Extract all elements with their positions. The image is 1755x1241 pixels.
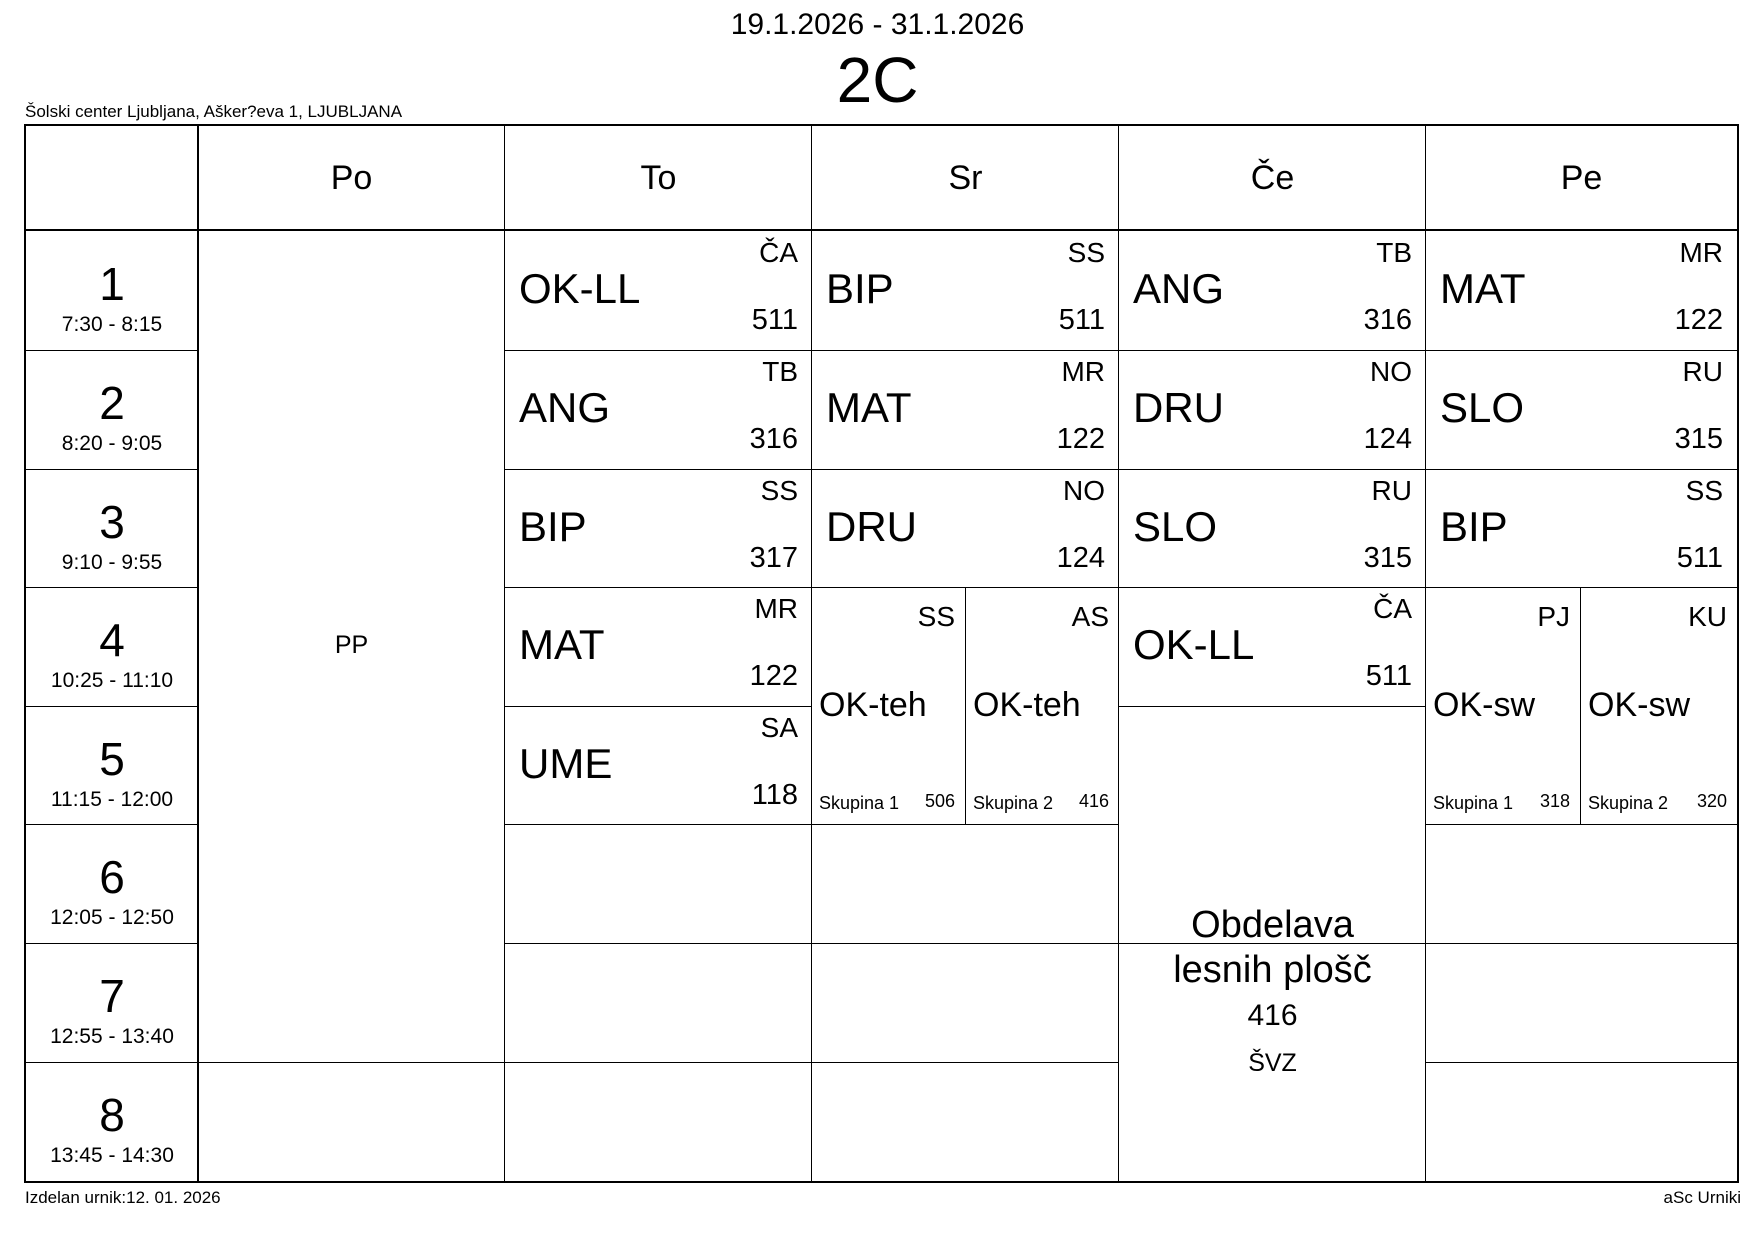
day-header-po: Po xyxy=(330,158,373,197)
period-3 xyxy=(26,469,198,587)
period-1 xyxy=(26,231,198,350)
lesson-teacher: SS xyxy=(1067,237,1105,268)
grid-line xyxy=(812,1062,1119,1063)
lesson-room: 315 xyxy=(1674,423,1723,455)
grid-line xyxy=(1426,824,1737,825)
lesson-cell xyxy=(1426,231,1737,350)
lesson-subject: DRU xyxy=(826,503,917,550)
lesson-room: 122 xyxy=(1056,423,1105,455)
lesson-subject: UME xyxy=(519,740,613,787)
lesson-group: Skupina 2 xyxy=(973,793,1054,813)
lesson-subject: OK-LL xyxy=(1133,621,1255,668)
period-time: 10:25 - 11:10 xyxy=(50,669,174,692)
grid-line xyxy=(1426,1062,1737,1063)
period-number: 3 xyxy=(99,496,125,548)
lesson-teacher: MR xyxy=(1061,356,1105,387)
lesson-teacher: SS xyxy=(1685,475,1723,506)
lesson-subject: OK-sw xyxy=(1588,686,1690,724)
grid-line xyxy=(505,943,812,944)
lesson-room: 122 xyxy=(749,660,798,692)
period-number: 8 xyxy=(99,1089,125,1141)
lesson-teacher: MR xyxy=(1679,237,1723,268)
period-2 xyxy=(26,350,198,469)
lesson-subject: BIP xyxy=(519,503,587,550)
lesson-cell xyxy=(505,231,812,350)
lesson-group: Skupina 1 xyxy=(819,793,900,813)
lesson-cell xyxy=(812,350,1119,469)
split-lesson-cell xyxy=(812,587,965,824)
school-name: Šolski center Ljubljana, Ašker?eva 1, LJUBLJANA xyxy=(25,102,403,121)
lesson-subject: Obdelava xyxy=(1191,904,1354,946)
lesson-cell xyxy=(1119,350,1426,469)
lesson-subject: lesnih plošč xyxy=(1173,949,1372,991)
lesson-subject: MAT xyxy=(826,384,912,431)
lesson-room: 511 xyxy=(751,304,798,336)
day-header-ce: Če xyxy=(1250,158,1295,197)
period-6 xyxy=(26,824,198,943)
period-time: 7:30 - 8:15 xyxy=(61,313,163,336)
lesson-cell xyxy=(505,469,812,587)
period-5 xyxy=(26,706,198,824)
lesson-group: Skupina 1 xyxy=(1433,793,1514,813)
lesson-room: 118 xyxy=(751,779,798,811)
lesson-room: 124 xyxy=(1056,542,1105,574)
period-8 xyxy=(26,1062,198,1181)
lesson-teacher: TB xyxy=(762,356,798,387)
day-header-sr: Sr xyxy=(948,158,983,197)
lesson-subject: BIP xyxy=(826,265,894,312)
period-4 xyxy=(26,587,198,706)
lesson-subject: SLO xyxy=(1133,503,1218,550)
lesson-room: 124 xyxy=(1363,423,1412,455)
lesson-room: 416 xyxy=(1078,791,1109,811)
lesson-subject: MAT xyxy=(519,621,605,668)
lesson-cell xyxy=(505,587,812,706)
lesson-room: 320 xyxy=(1696,791,1727,811)
lesson-room: 511 xyxy=(1365,660,1412,692)
lesson-teacher: AS xyxy=(1071,601,1109,632)
lesson-room: 122 xyxy=(1674,304,1723,336)
period-number: 5 xyxy=(99,733,125,785)
lesson-teacher: RU xyxy=(1682,356,1723,387)
lesson-room: 316 xyxy=(1363,304,1412,336)
lesson-cell xyxy=(1119,587,1426,706)
lesson-teacher: ČA xyxy=(759,237,798,268)
lesson-cell xyxy=(505,350,812,469)
lesson-subject: SLO xyxy=(1440,384,1525,431)
split-lesson-cell xyxy=(1426,587,1580,824)
date-range: 19.1.2026 - 31.1.2026 xyxy=(730,8,1025,41)
timetable-grid xyxy=(24,124,1739,1183)
lesson-room: 315 xyxy=(1363,542,1412,574)
period-time: 13:45 - 14:30 xyxy=(50,1144,174,1167)
lesson-teacher: RU xyxy=(1371,475,1412,506)
lesson-room: 416 xyxy=(1247,999,1298,1032)
lesson-teacher: PJ xyxy=(1537,601,1570,632)
grid-line xyxy=(1426,943,1737,944)
period-number: 6 xyxy=(99,851,125,903)
day-header-pe: Pe xyxy=(1560,158,1603,197)
lesson-teacher: KU xyxy=(1688,601,1727,632)
lesson-cell xyxy=(1119,231,1426,350)
period-time: 12:05 - 12:50 xyxy=(50,906,174,929)
lesson-teacher: SA xyxy=(760,712,798,743)
period-time: 12:55 - 13:40 xyxy=(50,1025,174,1048)
thursday-block-label: ŠVZ xyxy=(1248,1049,1297,1077)
lesson-subject: OK-teh xyxy=(973,686,1081,724)
period-time: 11:15 - 12:00 xyxy=(50,788,174,811)
lesson-teacher: NO xyxy=(1063,475,1105,506)
lesson-teacher: TB xyxy=(1376,237,1412,268)
lesson-teacher: NO xyxy=(1370,356,1412,387)
lesson-subject: OK-LL xyxy=(519,265,641,312)
lesson-subject: MAT xyxy=(1440,265,1526,312)
lesson-cell xyxy=(1119,469,1426,587)
lesson-room: 318 xyxy=(1539,791,1570,811)
lesson-room: 511 xyxy=(1676,542,1723,574)
lesson-subject: ANG xyxy=(519,384,611,431)
lesson-subject: DRU xyxy=(1133,384,1224,431)
period-number: 4 xyxy=(99,614,125,666)
grid-line xyxy=(198,1062,505,1063)
block-lesson-cell xyxy=(1119,706,1426,1032)
grid-line xyxy=(505,824,812,825)
lesson-subject: ANG xyxy=(1133,265,1225,312)
lesson-group: Skupina 2 xyxy=(1588,793,1669,813)
period-number: 2 xyxy=(99,377,125,429)
software-credit: aSc Urniki xyxy=(1663,1188,1741,1207)
grid-line xyxy=(812,943,1119,944)
lesson-room: 511 xyxy=(1058,304,1105,336)
lesson-teacher: ČA xyxy=(1373,593,1412,624)
monday-block-label: PP xyxy=(334,631,369,659)
lesson-cell xyxy=(812,469,1119,587)
lesson-subject: OK-teh xyxy=(819,686,927,724)
lesson-cell xyxy=(812,231,1119,350)
lesson-cell xyxy=(505,706,812,824)
lesson-cell xyxy=(1426,469,1737,587)
lesson-room: 317 xyxy=(749,542,798,574)
period-number: 7 xyxy=(99,970,125,1022)
split-lesson-cell xyxy=(966,587,1119,824)
lesson-subject: BIP xyxy=(1440,503,1508,550)
created-date: Izdelan urnik:12. 01. 2026 xyxy=(25,1188,221,1207)
grid-line xyxy=(505,1062,812,1063)
grid-line xyxy=(812,824,1119,825)
split-lesson-cell xyxy=(1581,587,1737,824)
lesson-subject: OK-sw xyxy=(1433,686,1535,724)
lesson-teacher: SS xyxy=(760,475,798,506)
lesson-teacher: MR xyxy=(754,593,798,624)
lesson-cell xyxy=(1426,350,1737,469)
period-time: 9:10 - 9:55 xyxy=(61,551,163,574)
day-header-to: To xyxy=(640,158,677,197)
lesson-room: 316 xyxy=(749,423,798,455)
period-number: 1 xyxy=(99,258,125,310)
lesson-room: 506 xyxy=(924,791,955,811)
period-time: 8:20 - 9:05 xyxy=(61,432,163,455)
class-name: 2C xyxy=(836,44,919,116)
lesson-teacher: SS xyxy=(917,601,955,632)
period-7 xyxy=(26,943,198,1062)
